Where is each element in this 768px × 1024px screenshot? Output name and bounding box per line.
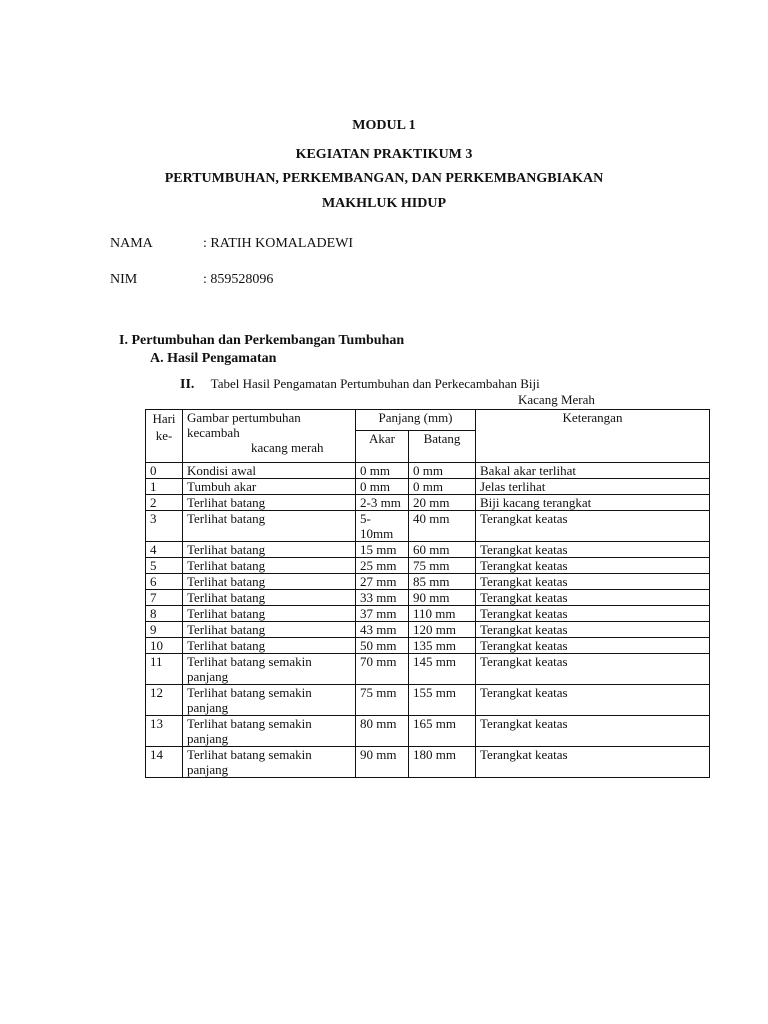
header-gambar-line3: kacang merah — [251, 440, 324, 455]
cell-batang: 75 mm — [409, 558, 476, 574]
name-value: : RATIH KOMALADEWI — [203, 236, 354, 251]
cell-batang: 0 mm — [409, 463, 476, 479]
table-row — [146, 622, 710, 638]
cell-gambar: Terlihat batang — [183, 511, 356, 542]
cell-gambar: Terlihat batang semakin panjang — [183, 716, 356, 747]
header-hari-line1: Hari — [152, 411, 176, 426]
header-hari — [146, 410, 183, 463]
cell-hari: 13 — [146, 716, 183, 747]
cell-akar: 0 mm — [356, 463, 409, 479]
modul-title: MODUL 1 — [352, 118, 416, 133]
cell-keterangan: Biji kacang terangkat — [476, 495, 710, 511]
cell-gambar: Terlihat batang — [183, 638, 356, 654]
header-panjang: Panjang (mm) — [356, 410, 476, 431]
cell-gambar: Terlihat batang semakin panjang — [183, 654, 356, 685]
cell-keterangan: Jelas terlihat — [476, 479, 710, 495]
cell-batang: 90 mm — [409, 590, 476, 606]
cell-batang: 120 mm — [409, 622, 476, 638]
cell-hari: 3 — [146, 511, 183, 542]
cell-hari: 11 — [146, 654, 183, 685]
cell-batang: 40 mm — [409, 511, 476, 542]
table-row — [146, 685, 710, 716]
name-label: NAMA — [110, 236, 153, 251]
header-gambar-line1: Gambar pertumbuhan — [187, 410, 301, 425]
table-row — [146, 463, 710, 479]
section-heading: I. Pertumbuhan dan Perkembangan Tumbuhan — [119, 333, 405, 348]
table-row — [146, 479, 710, 495]
header-gambar-line2: kecambah — [187, 425, 240, 440]
caption-line1: Tabel Hasil Pengamatan Pertumbuhan dan Perkecambahan Biji — [210, 376, 540, 391]
header-batang: Batang — [409, 431, 476, 463]
caption-numeral: II. — [180, 377, 195, 392]
cell-gambar: Terlihat batang — [183, 622, 356, 638]
cell-hari: 7 — [146, 590, 183, 606]
cell-hari: 8 — [146, 606, 183, 622]
cell-akar: 2-3 mm — [356, 495, 409, 511]
cell-batang: 135 mm — [409, 638, 476, 654]
cell-keterangan: Terangkat keatas — [476, 590, 710, 606]
cell-batang: 0 mm — [409, 479, 476, 495]
cell-akar: 50 mm — [356, 638, 409, 654]
cell-akar: 90 mm — [356, 747, 409, 778]
cell-gambar: Terlihat batang semakin panjang — [183, 685, 356, 716]
cell-gambar: Terlihat batang — [183, 606, 356, 622]
cell-hari: 9 — [146, 622, 183, 638]
cell-hari: 1 — [146, 479, 183, 495]
cell-hari: 12 — [146, 685, 183, 716]
kegiatan-title: KEGIATAN PRAKTIKUM 3 — [295, 147, 473, 162]
cell-hari: 5 — [146, 558, 183, 574]
table-caption — [180, 376, 540, 393]
table-row — [146, 747, 710, 778]
header-gambar — [183, 410, 356, 463]
cell-keterangan: Terangkat keatas — [476, 606, 710, 622]
table-body — [146, 463, 710, 778]
cell-gambar: Terlihat batang — [183, 590, 356, 606]
cell-gambar: Terlihat batang — [183, 574, 356, 590]
cell-akar: 15 mm — [356, 542, 409, 558]
cell-akar: 33 mm — [356, 590, 409, 606]
cell-akar: 80 mm — [356, 716, 409, 747]
cell-hari: 14 — [146, 747, 183, 778]
table-row — [146, 495, 710, 511]
observation-table — [145, 409, 710, 778]
nim-value: : 859528096 — [203, 272, 274, 287]
cell-hari: 6 — [146, 574, 183, 590]
cell-batang: 145 mm — [409, 654, 476, 685]
cell-batang: 165 mm — [409, 716, 476, 747]
cell-keterangan: Terangkat keatas — [476, 716, 710, 747]
table-row — [146, 606, 710, 622]
cell-batang: 110 mm — [409, 606, 476, 622]
table-row — [146, 654, 710, 685]
cell-keterangan: Terangkat keatas — [476, 638, 710, 654]
cell-keterangan: Bakal akar terlihat — [476, 463, 710, 479]
cell-akar: 43 mm — [356, 622, 409, 638]
header-akar: Akar — [356, 431, 409, 463]
topic-title-line1: PERTUMBUHAN, PERKEMBANGAN, DAN PERKEMBANGBIAKAN — [164, 171, 604, 186]
table-row — [146, 574, 710, 590]
table-row — [146, 716, 710, 747]
header-hari-line2: ke- — [155, 428, 173, 443]
cell-gambar: Terlihat batang — [183, 495, 356, 511]
cell-batang: 85 mm — [409, 574, 476, 590]
cell-akar: 0 mm — [356, 479, 409, 495]
cell-batang: 180 mm — [409, 747, 476, 778]
cell-akar: 70 mm — [356, 654, 409, 685]
topic-title-line2: MAKHLUK HIDUP — [321, 196, 447, 211]
cell-akar: 25 mm — [356, 558, 409, 574]
table-row — [146, 542, 710, 558]
cell-keterangan: Terangkat keatas — [476, 542, 710, 558]
cell-hari: 2 — [146, 495, 183, 511]
cell-batang: 60 mm — [409, 542, 476, 558]
cell-akar: 75 mm — [356, 685, 409, 716]
subsection-heading: A. Hasil Pengamatan — [150, 351, 277, 366]
nim-label: NIM — [110, 272, 138, 287]
cell-keterangan: Terangkat keatas — [476, 654, 710, 685]
cell-hari: 0 — [146, 463, 183, 479]
table-row — [146, 511, 710, 542]
cell-gambar: Terlihat batang — [183, 542, 356, 558]
cell-keterangan: Terangkat keatas — [476, 622, 710, 638]
cell-gambar: Terlihat batang — [183, 558, 356, 574]
cell-keterangan: Terangkat keatas — [476, 511, 710, 542]
cell-hari: 10 — [146, 638, 183, 654]
cell-gambar: Tumbuh akar — [183, 479, 356, 495]
header-keterangan: Keterangan — [476, 410, 710, 463]
cell-keterangan: Terangkat keatas — [476, 574, 710, 590]
table-row — [146, 558, 710, 574]
table-row — [146, 590, 710, 606]
cell-hari: 4 — [146, 542, 183, 558]
cell-akar: 27 mm — [356, 574, 409, 590]
cell-gambar: Kondisi awal — [183, 463, 356, 479]
cell-batang: 20 mm — [409, 495, 476, 511]
table-row — [146, 638, 710, 654]
cell-gambar: Terlihat batang semakin panjang — [183, 747, 356, 778]
cell-keterangan: Terangkat keatas — [476, 747, 710, 778]
table-header-row — [146, 410, 710, 431]
cell-keterangan: Terangkat keatas — [476, 558, 710, 574]
cell-batang: 155 mm — [409, 685, 476, 716]
cell-akar: 37 mm — [356, 606, 409, 622]
cell-keterangan: Terangkat keatas — [476, 685, 710, 716]
caption-line2: Kacang Merah — [518, 392, 595, 407]
cell-akar: 5-10mm — [356, 511, 409, 542]
